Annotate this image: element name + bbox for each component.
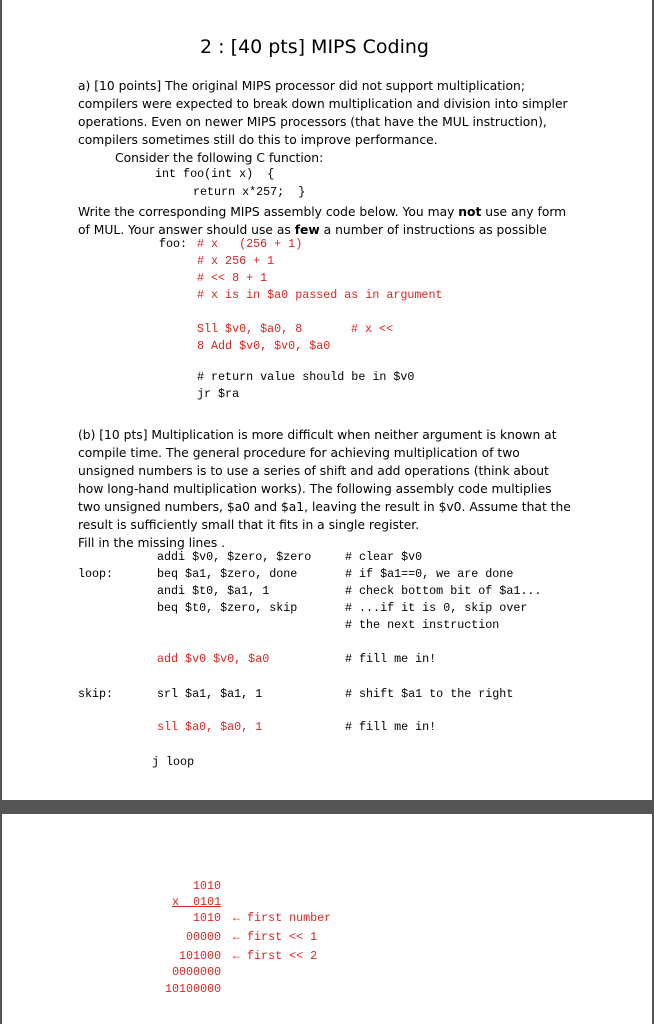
scratch-line: 10100000	[165, 982, 222, 996]
code-line: beq $t0, $zero, skip	[157, 601, 298, 615]
foo-label: foo:	[159, 237, 188, 251]
scratch-note: ← first << 2	[233, 949, 318, 963]
answer-code-line: 8 Add $v0, $v0, $a0	[197, 339, 331, 353]
scratch-line: 0000000	[172, 965, 222, 979]
part-a-intro-line: a) [10 points] The original MIPS processor did not support multiplication;	[78, 79, 525, 93]
part-b-intro-line: how long-hand multiplication works). The following assembly code multiplies	[78, 482, 552, 496]
scratch-note: ← first << 1	[233, 930, 318, 944]
code-comment: # clear $v0	[345, 550, 423, 564]
jr-instruction: jr $ra	[197, 387, 240, 401]
worksheet-page-2	[2, 814, 652, 1024]
scratch-line: 1010	[193, 911, 222, 925]
part-b-intro-line: Fill in the missing lines .	[78, 536, 226, 550]
part-b-intro-line: result is sufficiently small that it fits in a single register.	[78, 518, 420, 532]
skip-label: skip:	[78, 687, 114, 701]
instructions-text: a number of instructions as possible	[319, 223, 547, 237]
part-b-intro-line: two unsigned numbers, $a0 and $a1, leaving the result in $v0. Assume that the	[78, 500, 571, 514]
part-b-intro-line: unsigned numbers is to use a series of shift and add operations (think about	[78, 464, 549, 478]
scratch-line: 101000	[179, 949, 222, 963]
code-line: addi $v0, $zero, $zero	[157, 550, 312, 564]
part-a-intro-line: compilers were expected to break down multiplication and division into simpler	[78, 97, 568, 111]
scratch-line: 00000	[186, 930, 222, 944]
c-code-line: return x*257; }	[193, 185, 306, 199]
scratch-line: 1010	[193, 879, 222, 893]
answer-comment: # x is in $a0 passed as in argument	[197, 288, 443, 302]
page-title: 2 : [40 pts] MIPS Coding	[200, 36, 429, 58]
instructions-text: Write the corresponding MIPS assembly code below. You may	[78, 205, 459, 219]
code-comment: # fill me in!	[345, 720, 437, 734]
instructions-text: of MUL. Your answer should use as	[78, 223, 295, 237]
return-comment: # return value should be in $v0	[197, 370, 415, 384]
code-comment: # ...if it is 0, skip over	[345, 601, 528, 615]
instructions-text: use any form	[481, 205, 567, 219]
scratch-note: ← first number	[233, 911, 332, 925]
part-b-intro-line: compile time. The general procedure for achieving multiplication of two	[78, 446, 520, 460]
code-comment: # fill me in!	[345, 652, 437, 666]
scratch-line: x 0101	[172, 895, 222, 909]
instructions-few: few	[294, 223, 320, 237]
code-comment: # if $a1==0, we are done	[345, 567, 514, 581]
answer-comment: # << 8 + 1	[197, 271, 268, 285]
code-line: srl $a1, $a1, 1	[157, 687, 263, 701]
code-comment: # shift $a1 to the right	[345, 687, 514, 701]
code-line: j loop	[152, 755, 195, 769]
code-line: andi $t0, $a1, 1	[157, 584, 270, 598]
instructions-line-2	[78, 224, 547, 236]
filled-code-line: add $v0 $v0, $a0	[157, 652, 270, 666]
part-a-intro-line: operations. Even on newer MIPS processors (that have the MUL instruction),	[78, 115, 547, 129]
part-a-intro-line: compilers sometimes still do this to improve performance.	[78, 133, 438, 147]
filled-code-line: sll $a0, $a0, 1	[157, 720, 263, 734]
loop-label: loop:	[78, 567, 114, 581]
answer-comment: # x 256 + 1	[197, 254, 275, 268]
instructions-not: not	[458, 205, 482, 219]
answer-code-comment: # x <<	[351, 322, 394, 336]
code-comment: # check bottom bit of $a1...	[345, 584, 542, 598]
c-code-line: int foo(int x) {	[155, 167, 275, 181]
instructions-line-1	[78, 206, 566, 218]
answer-code-line: Sll $v0, $a0, 8	[197, 322, 303, 336]
code-comment: # the next instruction	[345, 618, 500, 632]
part-b-intro-line: (b) [10 pts] Multiplication is more difficult when neither argument is known at	[78, 428, 557, 442]
answer-comment: # x (256 + 1)	[197, 237, 303, 251]
worksheet-page-1	[2, 0, 652, 800]
code-line: beq $a1, $zero, done	[157, 567, 298, 581]
consider-text: Consider the following C function:	[115, 151, 324, 165]
